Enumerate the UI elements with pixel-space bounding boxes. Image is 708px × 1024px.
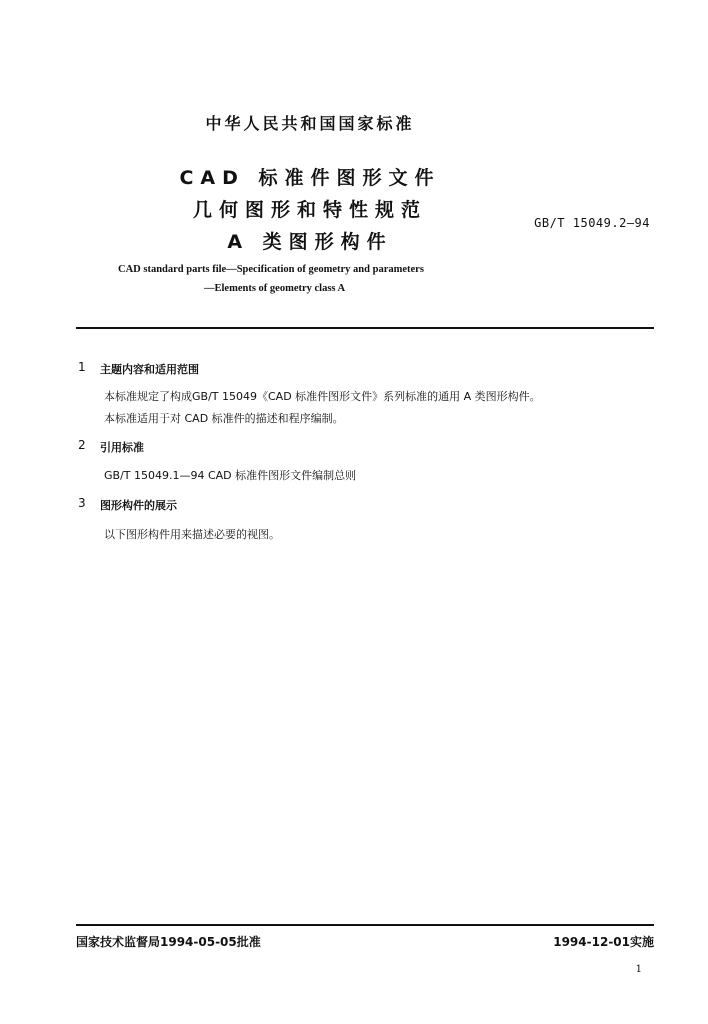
section-3-number: 3 — [78, 496, 86, 510]
english-title-line-2: —Elements of geometry class A — [204, 283, 346, 294]
standard-code: GB/T 15049.2—94 — [534, 216, 650, 230]
approval-date: 国家技术监督局1994-05-05批准 — [76, 935, 261, 949]
section-1-title: 主题内容和适用范围 — [100, 363, 199, 376]
section-3-title: 图形构件的展示 — [100, 499, 177, 512]
section-1-paragraph-2: 本标准适用于对 CAD 标准件的描述和程序编制。 — [104, 412, 344, 425]
header-divider — [76, 327, 654, 329]
footer-divider — [76, 924, 654, 926]
section-2-number: 2 — [78, 438, 86, 452]
section-2-title: 引用标准 — [100, 441, 144, 454]
section-1-paragraph-1: 本标准规定了构成GB/T 15049《CAD 标准件图形文件》系列标准的通用 A 类图形构件。 — [104, 390, 541, 403]
document-title-line-1: CAD 标准件图形文件 — [179, 167, 441, 189]
document-title-line-2: 几何图形和特性规范 — [192, 199, 427, 221]
implementation-date: 1994-12-01实施 — [553, 935, 654, 949]
document-title-line-3: A 类图形构件 — [227, 231, 393, 253]
national-standard-heading: 中华人民共和国国家标准 — [205, 114, 415, 133]
section-1-number: 1 — [78, 360, 86, 374]
english-title-line-1: CAD standard parts file—Specification of geometry and parameters — [118, 264, 424, 275]
normative-reference: GB/T 15049.1—94 CAD 标准件图形文件编制总则 — [104, 469, 357, 482]
section-3-paragraph-1: 以下图形构件用来描述必要的视图。 — [104, 528, 280, 541]
page-number: 1 — [635, 964, 642, 975]
